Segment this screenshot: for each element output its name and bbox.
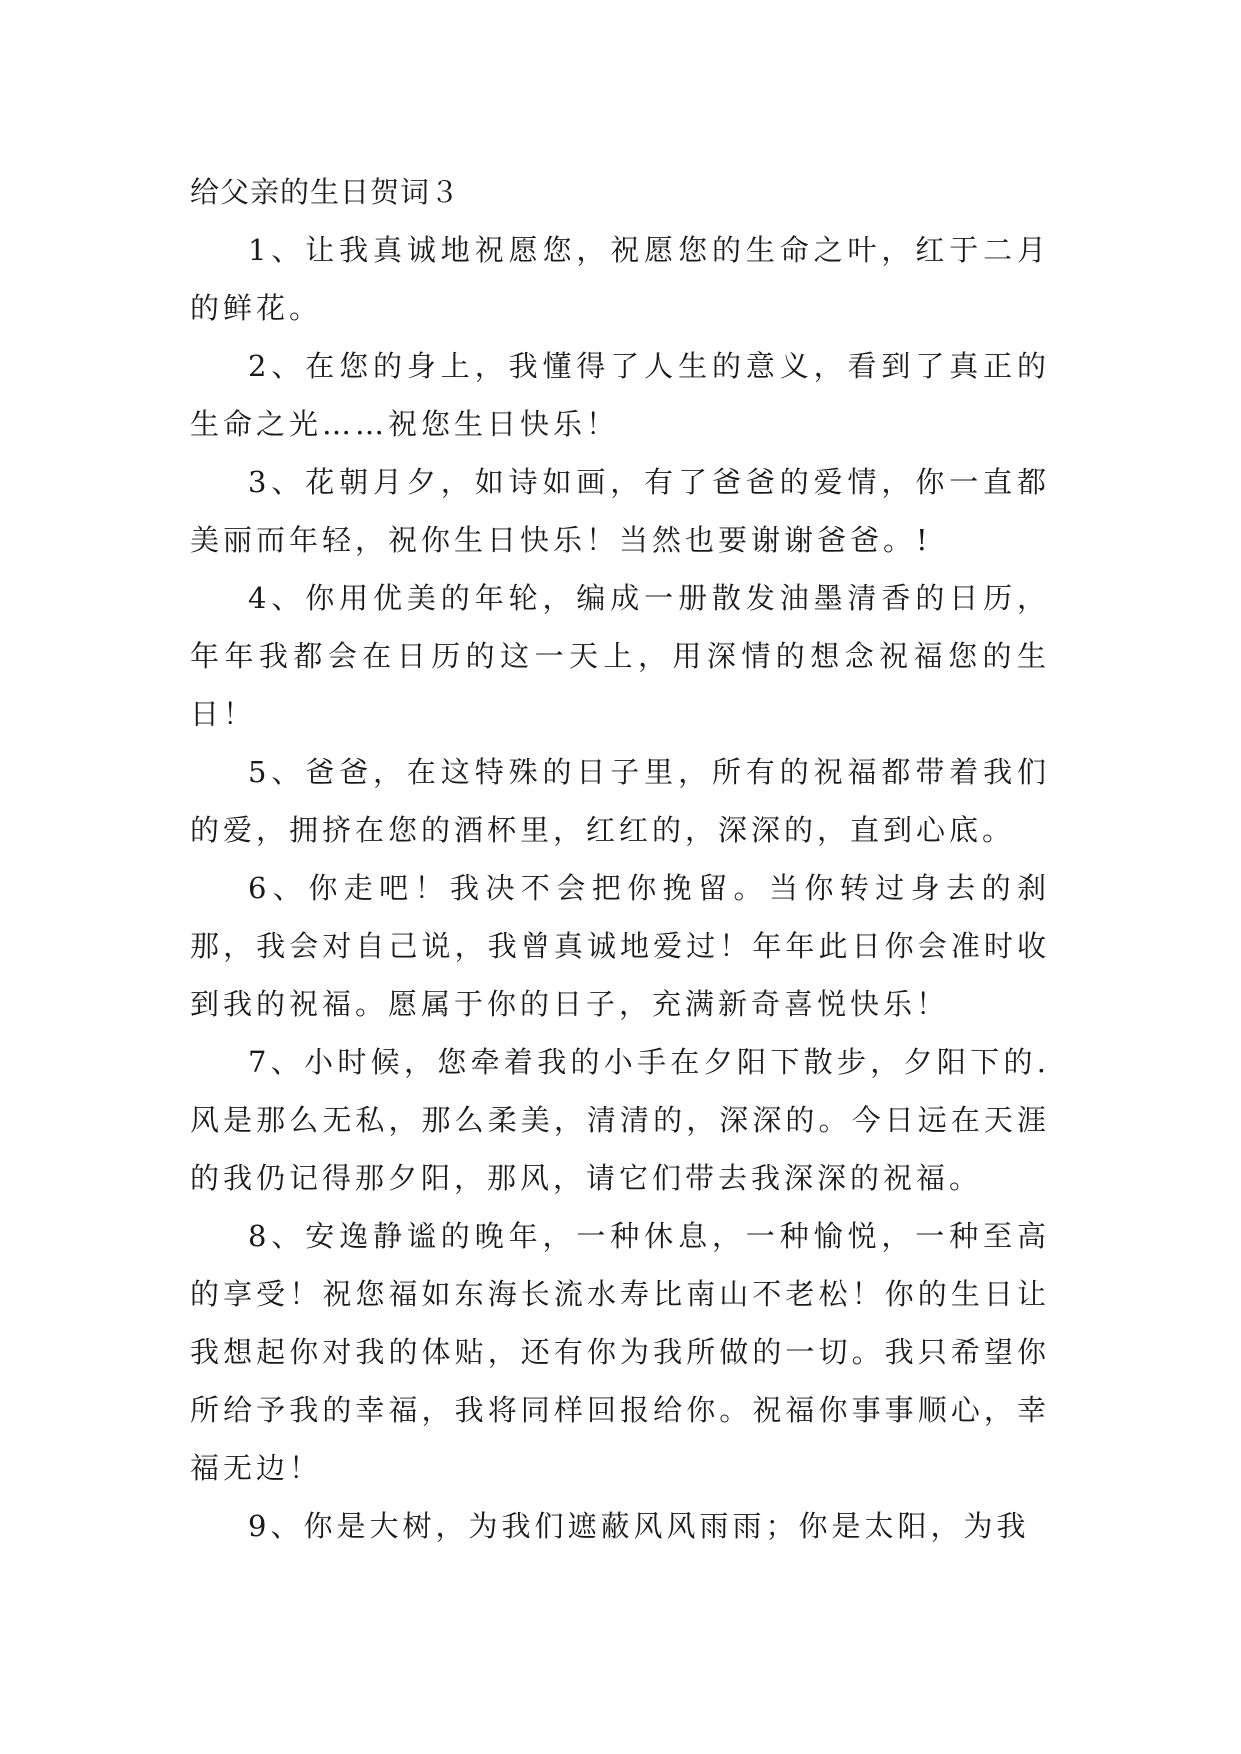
paragraph-2: 2、在您的身上，我懂得了人生的意义，看到了真正的生命之光……祝您生日快乐！ bbox=[190, 349, 1050, 441]
paragraph-7: 7、小时候，您牵着我的小手在夕阳下散步，夕阳下的.风是那么无私，那么柔美，清清的，深深的。今日远在天涯的我仍记得那夕阳，那风，请它们带去我深深的祝福。 bbox=[190, 1045, 1050, 1195]
paragraph-6: 6、你走吧！我决不会把你挽留。当你转过身去的刹那，我会对自己说，我曾真诚地爱过！年年此日你会准时收到我的祝福。愿属于你的日子，充满新奇喜悦快乐！ bbox=[190, 871, 1050, 1021]
paragraph-3: 3、花朝月夕，如诗如画，有了爸爸的爱情，你一直都美丽而年轻，祝你生日快乐！当然也要谢谢爸爸。! bbox=[190, 465, 1050, 557]
paragraph-1: 1、让我真诚地祝愿您，祝愿您的生命之叶，红于二月的鲜花。 bbox=[190, 233, 1050, 325]
paragraph-9: 9、你是大树，为我们遮蔽风风雨雨；你是太阳，为我 bbox=[248, 1509, 1030, 1543]
paragraph-4: 4、你用优美的年轮，编成一册散发油墨清香的日历，年年我都会在日历的这一天上，用深情的想念祝福您的生日！ bbox=[190, 581, 1050, 731]
document-body bbox=[190, 163, 1050, 1555]
document-title: 给父亲的生日贺词３ bbox=[190, 175, 461, 209]
paragraph-5: 5、爸爸，在这特殊的日子里，所有的祝福都带着我们的爱，拥挤在您的酒杯里，红红的，深深的，直到心底。 bbox=[190, 755, 1050, 847]
paragraph-8: 8、安逸静谧的晚年，一种休息，一种愉悦，一种至高的享受！祝您福如东海长流水寿比南山不老松！你的生日让我想起你对我的体贴，还有你为我所做的一切。我只希望你所给予我的幸福，我将同样回报给你。祝福你事事顺心，幸福无边！ bbox=[190, 1219, 1050, 1485]
